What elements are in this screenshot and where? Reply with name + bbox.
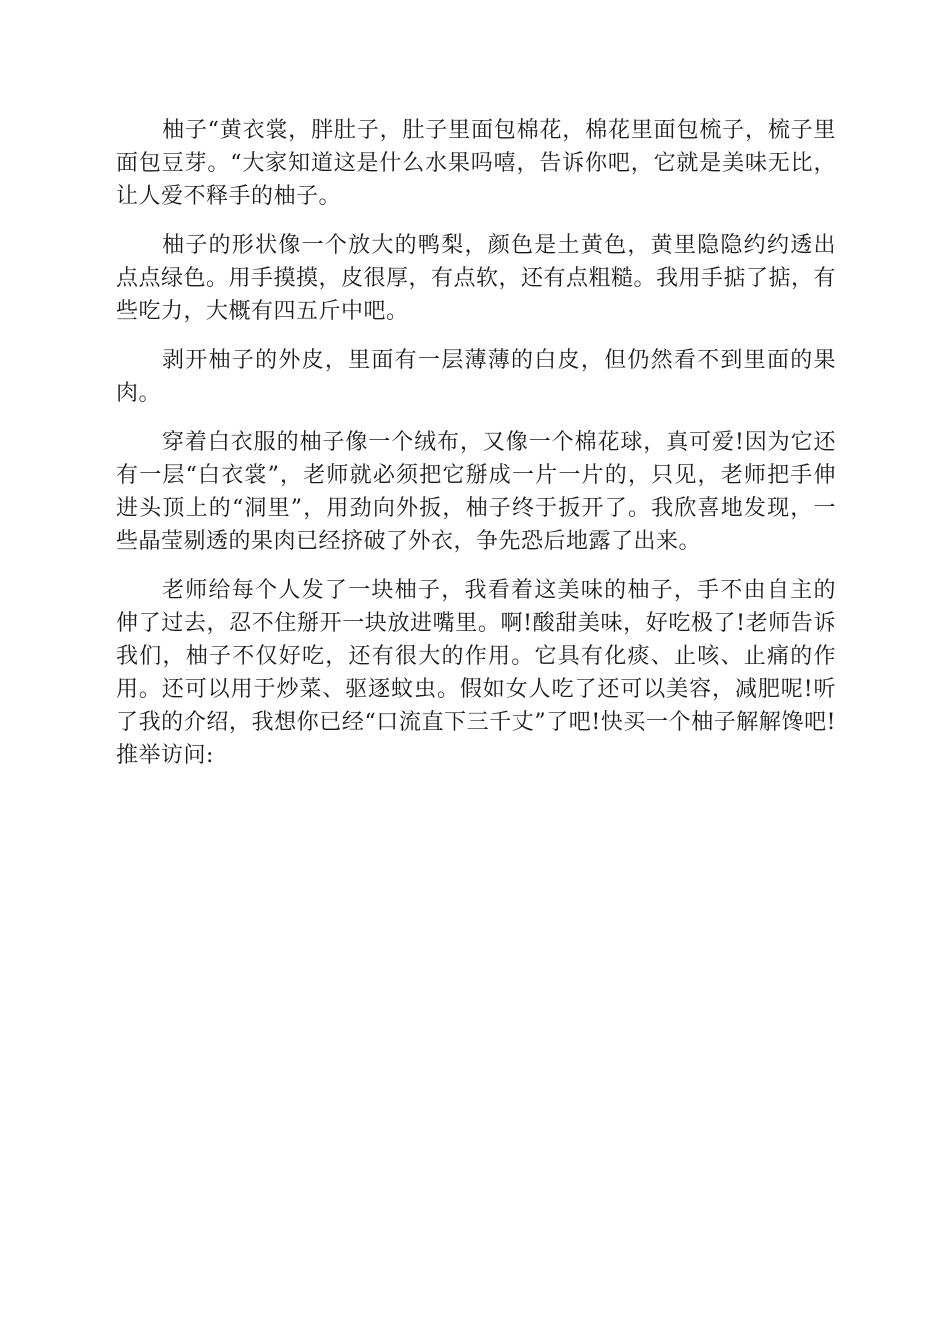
document-body xyxy=(116,114,836,788)
paragraph-1: 柚子“黄衣裳，胖肚子，肚子里面包棉花，棉花里面包梳子，梳子里面包豆芽。“大家知道这是什么水果吗嘻，告诉你吧，它就是美味无比，让人爱不释手的柚子。 xyxy=(116,118,836,209)
paragraph-5: 老师给每个人发了一块柚子，我看着这美味的柚子，手不由自主的伸了过去，忍不住掰开一块放进嘴里。啊!酸甜美味，好吃极了!老师告诉我们，柚子不仅好吃，还有很大的作用。它具有化痰、止咳、止痛的作用。还可以用于炒菜、驱逐蚊虫。假如女人吃了还可以美容，减肥呢!听了我的介绍，我想你已经“口流直下三千丈”了吧!快买一个柚子解解馋吧!推举访问: xyxy=(116,578,836,768)
paragraph-3: 剥开柚子的外皮，里面有一层薄薄的白皮，但仍然看不到里面的果肉。 xyxy=(116,348,836,406)
paragraph-4: 穿着白衣服的柚子像一个绒布，又像一个棉花球，真可爱!因为它还有一层“白衣裳”，老师就必须把它掰成一片一片的，只见，老师把手伸进头顶上的“洞里”，用劲向外扳，柚子终于扳开了。我欣喜地发现，一些晶莹剔透的果肉已经挤破了外衣，争先恐后地露了出来。 xyxy=(116,430,836,554)
paragraph-2: 柚子的形状像一个放大的鸭梨，颜色是土黄色，黄里隐隐约约透出点点绿色。用手摸摸，皮很厚，有点软，还有点粗糙。我用手掂了掂，有些吃力，大概有四五斤中吧。 xyxy=(116,233,837,324)
